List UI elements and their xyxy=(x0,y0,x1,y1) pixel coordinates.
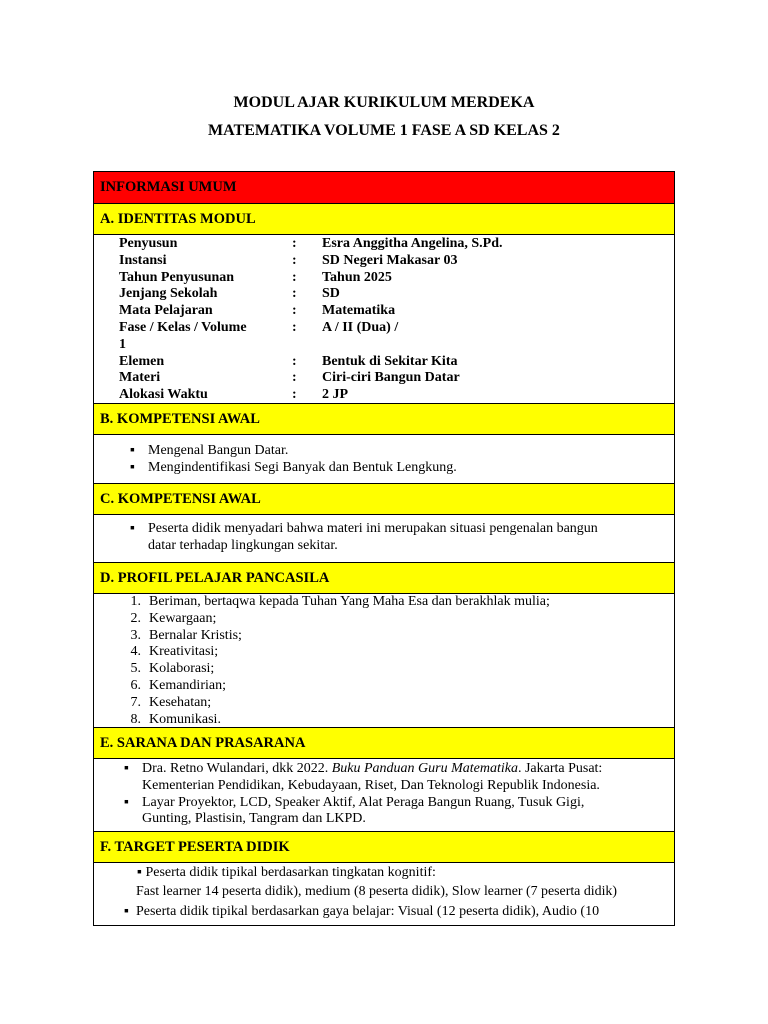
identitas-key-line2: 1 xyxy=(119,336,126,352)
bullet-icon: ▪ xyxy=(137,865,142,880)
list-item xyxy=(94,865,674,882)
kompetensi-c-heading: C. KOMPETENSI AWAL xyxy=(100,490,261,507)
list-item-text: Mengindentifikasi Segi Banyak dan Bentuk Lengkung. xyxy=(148,459,457,475)
identitas-key: Penyusun xyxy=(119,236,178,251)
profil-heading: D. PROFIL PELAJAR PANCASILA xyxy=(100,569,330,586)
list-item xyxy=(111,628,674,645)
identitas-row xyxy=(94,387,674,404)
document-title: MODUL AJAR KURIKULUM MERDEKA xyxy=(233,94,535,111)
identitas-value: SD Negeri Makasar 03 xyxy=(322,252,458,268)
identitas-row xyxy=(94,303,674,320)
bullet-icon: ▪ xyxy=(124,903,129,919)
list-item xyxy=(124,795,674,829)
list-item-text: Beriman, bertaqwa kepada Tuhan Yang Maha Esa dan berakhlak mulia; xyxy=(149,594,550,609)
identitas-section xyxy=(94,235,674,404)
bullet-icon: ▪ xyxy=(130,521,135,536)
list-item xyxy=(124,761,674,795)
identitas-sep: : xyxy=(292,353,297,369)
profil-section xyxy=(94,594,674,728)
list-item-text: Komunikasi. xyxy=(149,711,221,727)
identitas-row xyxy=(94,286,674,303)
identitas-row xyxy=(94,354,674,371)
list-number: 2. xyxy=(130,610,141,626)
identitas-sep: : xyxy=(292,286,297,302)
profil-header xyxy=(94,563,674,594)
list-item-text: Kolaborasi; xyxy=(149,661,215,677)
module-table xyxy=(93,171,675,926)
list-number: 7. xyxy=(130,694,141,710)
identitas-row xyxy=(94,236,674,253)
identitas-heading: A. IDENTITAS MODUL xyxy=(100,210,256,227)
bullet-icon: ▪ xyxy=(130,459,135,475)
kompetensi-b-section xyxy=(94,435,674,484)
identitas-sep: : xyxy=(292,303,297,319)
list-number: 6. xyxy=(130,677,141,693)
identitas-value: Bentuk di Sekitar Kita xyxy=(322,353,458,369)
list-item xyxy=(94,904,674,921)
identitas-row xyxy=(94,320,674,354)
identitas-sep: : xyxy=(292,236,297,251)
target-header xyxy=(94,832,674,863)
kompetensi-b-header xyxy=(94,404,674,435)
list-number: 1. xyxy=(130,594,141,609)
identitas-key: Materi xyxy=(119,370,161,386)
target-section xyxy=(94,863,674,925)
list-item-text: Fast learner 14 peserta didik), medium (8 peserta didik), Slow learner (7 peserta didik) xyxy=(136,883,618,899)
kompetensi-c-section xyxy=(94,515,674,563)
list-item xyxy=(111,678,674,695)
identitas-sep: : xyxy=(292,252,297,268)
identitas-key: Tahun Penyusunan xyxy=(119,269,235,285)
identitas-row xyxy=(94,253,674,270)
informasi-umum-label: INFORMASI UMUM xyxy=(100,179,237,195)
identitas-value: A / II (Dua) / xyxy=(322,319,399,335)
identitas-sep: : xyxy=(292,387,297,403)
list-item xyxy=(130,521,674,555)
list-item-text: Kesehatan; xyxy=(149,694,212,710)
list-number: 3. xyxy=(130,627,141,643)
identitas-key: Jenjang Sekolah xyxy=(119,286,218,302)
list-item xyxy=(111,594,674,611)
list-item-text: Bernalar Kristis; xyxy=(149,627,242,643)
list-item-text: Peserta didik tipikal berdasarkan tingkatan kognitif: xyxy=(145,865,436,880)
list-item xyxy=(111,661,674,678)
sarana-section xyxy=(94,759,674,832)
identitas-sep: : xyxy=(292,370,297,386)
identitas-key: Instansi xyxy=(119,252,167,268)
identitas-value: SD xyxy=(322,286,340,302)
identitas-sep: : xyxy=(292,269,297,285)
list-item-text: . Jakarta Pusat: xyxy=(517,761,603,776)
identitas-sep: : xyxy=(292,319,297,335)
identitas-value: Matematika xyxy=(322,303,396,319)
bullet-icon: ▪ xyxy=(124,794,129,810)
list-item-text: Peserta didik menyadari bahwa materi ini merupakan situasi pengenalan bangun xyxy=(148,521,598,536)
identitas-header xyxy=(94,204,674,235)
list-item xyxy=(130,460,674,477)
list-item-text: Kementerian Pendidikan, Kebudayaan, Riset, Dan Teknologi Republik Indonesia. xyxy=(142,777,600,793)
list-item-text: Layar Proyektor, LCD, Speaker Aktif, Alat Peraga Bangun Ruang, Tusuk Gigi, xyxy=(142,794,585,810)
kompetensi-c-header xyxy=(94,484,674,515)
identitas-value: 2 JP xyxy=(322,387,349,403)
identitas-value: Ciri-ciri Bangun Datar xyxy=(322,370,460,386)
identitas-row xyxy=(94,270,674,287)
document-subtitle: MATEMATIKA VOLUME 1 FASE A SD KELAS 2 xyxy=(208,122,560,139)
identitas-key: Elemen xyxy=(119,353,165,369)
list-item-text: Gunting, Plastisin, Tangram dan LKPD. xyxy=(142,811,366,827)
target-heading: F. TARGET PESERTA DIDIK xyxy=(100,838,290,855)
identitas-key: Alokasi Waktu xyxy=(119,387,208,403)
list-item xyxy=(130,443,674,460)
identitas-value: Tahun 2025 xyxy=(322,269,392,285)
identitas-key-line1: Fase / Kelas / Volume xyxy=(119,319,247,335)
list-item xyxy=(111,644,674,661)
list-number: 8. xyxy=(130,711,141,727)
identitas-key xyxy=(94,320,279,354)
list-item-text: datar terhadap lingkungan sekitar. xyxy=(148,537,338,553)
list-number: 4. xyxy=(130,644,141,660)
list-item xyxy=(111,712,674,729)
list-item-text: Peserta didik tipikal berdasarkan gaya belajar: Visual (12 peserta didik), Audio (10 xyxy=(135,903,600,919)
list-item xyxy=(111,695,674,712)
list-item-text: Mengenal Bangun Datar. xyxy=(148,443,289,458)
list-item-text: Kreativitasi; xyxy=(149,644,219,660)
identitas-value: Esra Anggitha Angelina, S.Pd. xyxy=(322,236,503,251)
kompetensi-b-heading: B. KOMPETENSI AWAL xyxy=(100,410,260,427)
book-title: Buku Panduan Guru Matematika xyxy=(331,761,518,776)
list-item-text: Kewargaan; xyxy=(149,610,217,626)
identitas-key: Mata Pelajaran xyxy=(119,303,213,319)
sarana-heading: E. SARANA DAN PRASARANA xyxy=(100,734,306,751)
bullet-icon: ▪ xyxy=(130,443,135,458)
sarana-header xyxy=(94,728,674,759)
list-item xyxy=(111,611,674,628)
identitas-row xyxy=(94,370,674,387)
informasi-umum-header xyxy=(94,172,674,204)
list-number: 5. xyxy=(130,661,141,677)
list-item-text: Dra. Retno Wulandari, dkk 2022. xyxy=(142,761,332,776)
bullet-icon: ▪ xyxy=(124,761,129,776)
list-item-text: Kemandirian; xyxy=(149,677,226,693)
